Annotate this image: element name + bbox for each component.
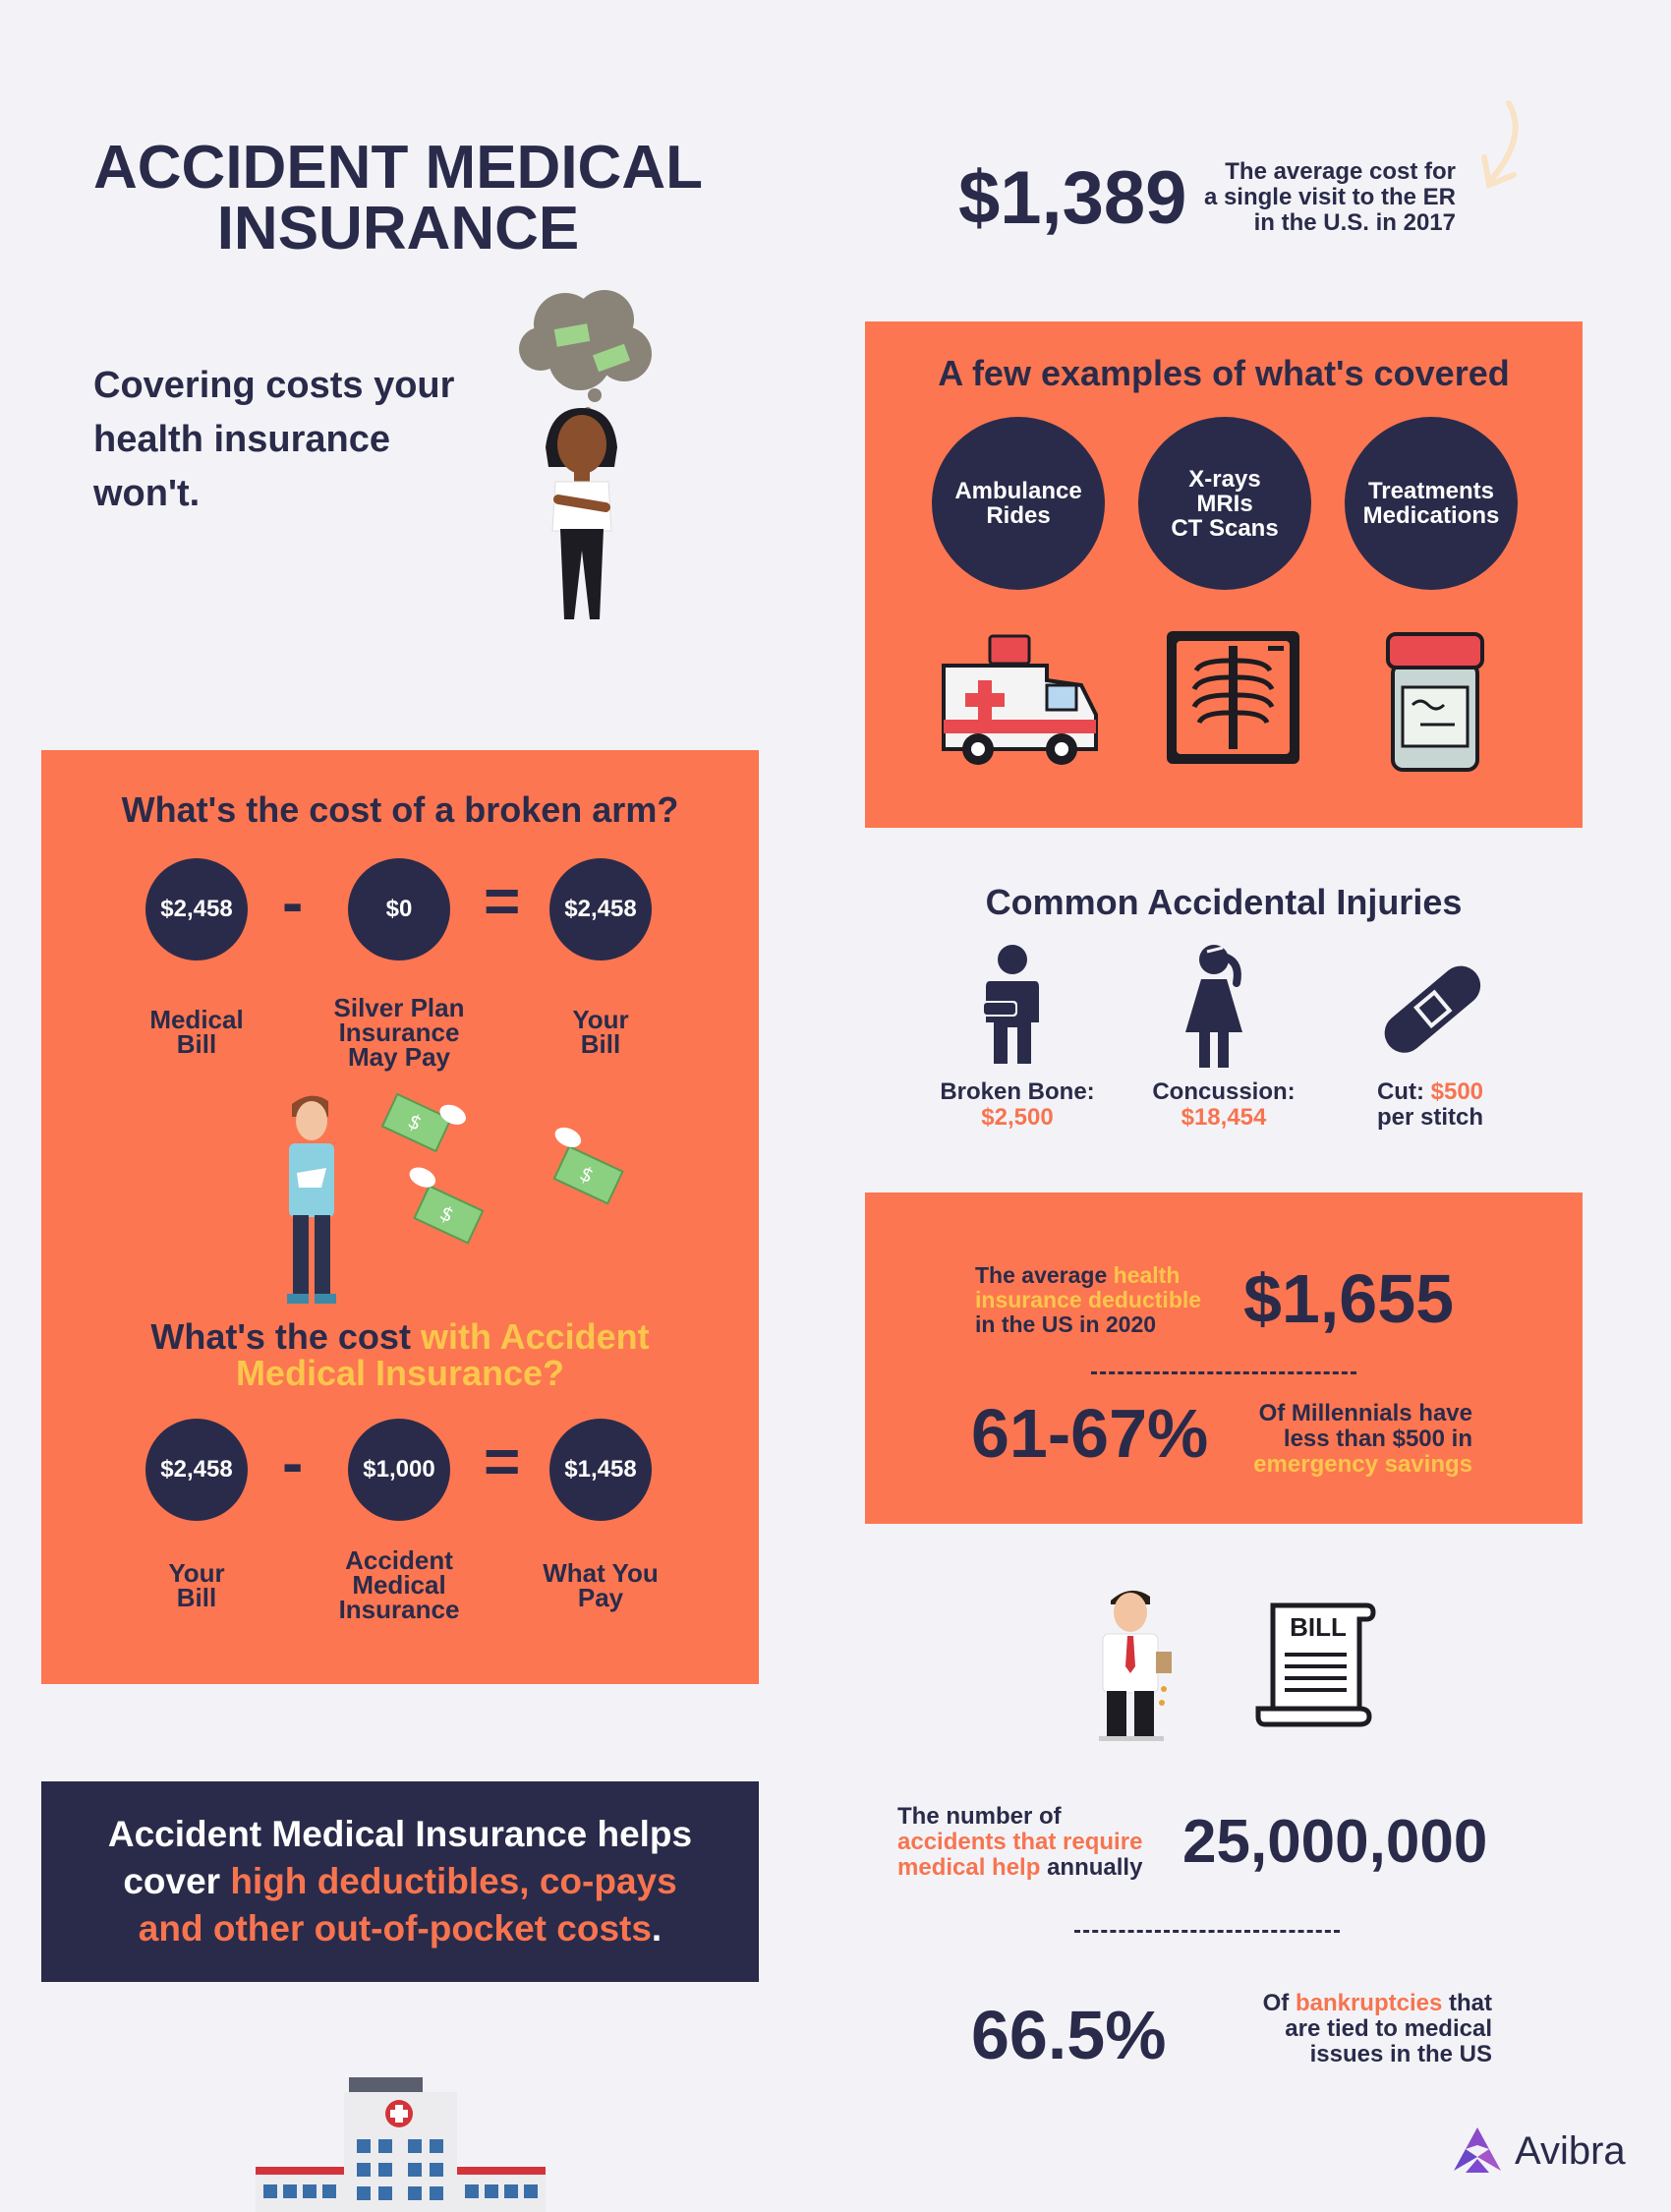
with-insurance-title	[41, 1318, 759, 1391]
deductible-savings-panel	[865, 1193, 1583, 1524]
bankruptcy-text: are tied to medical	[1285, 2015, 1492, 2042]
injury-cut	[1327, 1079, 1533, 1131]
injury-cost-suffix: per stitch	[1376, 1104, 1484, 1131]
pill-bottle-icon	[1381, 626, 1489, 774]
subtitle-line3: won't.	[93, 473, 201, 514]
accidents-text: The number of	[897, 1803, 1062, 1830]
injury-name: Broken Bone:	[940, 1078, 1095, 1105]
millennials-description	[1219, 1401, 1472, 1478]
concussion-person-icon	[1180, 944, 1248, 1072]
worried-woman-illustration	[511, 285, 659, 624]
bankruptcy-text: that	[1449, 1990, 1492, 2016]
page-title-line2: INSURANCE	[216, 195, 580, 262]
broken-arm-title: What's the cost of a broken arm?	[121, 789, 679, 830]
injury-cost: $18,454	[1181, 1104, 1267, 1131]
deductible-text: in the US in 2020	[975, 1311, 1157, 1337]
label-line: Pay	[577, 1583, 624, 1612]
label-line: Insurance	[338, 1595, 460, 1624]
injuries-title: Common Accidental Injuries	[985, 882, 1463, 922]
bankruptcy-value: 66.5%	[971, 1997, 1167, 2073]
svg-text:$: $	[404, 1108, 427, 1135]
curved-arrow-icon	[1474, 98, 1533, 192]
helps-highlight: and other out-of-pocket costs	[138, 1908, 652, 1949]
label-line: Bill	[176, 1029, 217, 1059]
divider-dashed	[1091, 1371, 1356, 1374]
er-cost-value: $1,389	[958, 156, 1187, 240]
covered-item-imaging	[1138, 417, 1311, 590]
flying-money-icon	[375, 1089, 661, 1276]
ambulance-icon	[939, 626, 1106, 774]
bankruptcy-description	[1219, 1991, 1492, 2067]
row1-your-bill-value: $2,458	[549, 858, 652, 960]
covered-item-line: Medications	[1362, 502, 1500, 529]
deductible-highlight: health	[1113, 1262, 1181, 1288]
page-title-line1: ACCIDENT MEDICAL	[93, 134, 703, 202]
er-desc-line1: The average cost for	[1225, 158, 1456, 185]
er-desc-line3: in the U.S. in 2017	[1253, 209, 1456, 236]
divider-dashed	[1074, 1930, 1340, 1933]
row2-your-bill-label	[98, 1558, 295, 1612]
bankruptcy-highlight: bankruptcies	[1295, 1990, 1443, 2016]
minus-sign: -	[282, 1427, 304, 1498]
label-line: What You	[543, 1558, 659, 1588]
accidents-highlight: medical help	[897, 1854, 1041, 1881]
svg-text:$: $	[576, 1160, 598, 1189]
page-subtitle	[93, 359, 454, 521]
covered-item-line: X-rays	[1188, 465, 1261, 493]
deductible-value: $1,655	[1243, 1260, 1455, 1337]
title2-highlight: with Accident	[420, 1316, 650, 1357]
bankruptcy-text: Of	[1262, 1990, 1290, 2016]
deductible-description	[975, 1263, 1240, 1337]
label-line: May Pay	[347, 1042, 451, 1072]
label-line: Medical	[149, 1005, 244, 1034]
covered-item-treatments	[1345, 417, 1518, 590]
title2-highlight-line2: Medical Insurance?	[235, 1353, 565, 1393]
injury-cost: $2,500	[981, 1104, 1054, 1131]
millennials-line: Of Millennials have	[1258, 1400, 1472, 1426]
helps-highlight: high deductibles, co-pays	[230, 1861, 677, 1901]
covered-item-line: CT Scans	[1171, 514, 1279, 542]
page-title	[79, 134, 718, 262]
bill-label: BILL	[1290, 1612, 1347, 1642]
covered-item-ambulance	[932, 417, 1105, 590]
millennials-line: less than $500 in	[1283, 1426, 1472, 1452]
broken-bone-person-icon	[978, 944, 1047, 1067]
row2-insurance-label	[301, 1545, 497, 1624]
label-line: Bill	[176, 1583, 217, 1612]
label-line: Accident	[345, 1545, 453, 1575]
covered-item-line: Treatments	[1367, 478, 1495, 504]
injury-name: Cut:	[1376, 1078, 1424, 1105]
label-line: Insurance	[338, 1018, 460, 1047]
broken-arm-cost-panel	[41, 750, 759, 1684]
row2-your-bill-value: $2,458	[145, 1419, 248, 1521]
covered-item-line: Rides	[986, 502, 1051, 529]
row1-insurance-label	[301, 993, 497, 1072]
helps-line1: Accident Medical Insurance helps	[107, 1814, 693, 1854]
row2-what-you-pay-value: $1,458	[549, 1419, 652, 1521]
svg-text:$: $	[436, 1200, 458, 1228]
label-line: Your	[572, 1005, 629, 1034]
brand-logo	[1450, 2125, 1626, 2177]
deductible-highlight: insurance deductible	[975, 1287, 1202, 1312]
bandage-icon	[1376, 959, 1489, 1062]
thought-cloud-icon	[519, 290, 652, 415]
injury-concussion	[1121, 1079, 1327, 1131]
er-desc-line2: a single visit to the ER	[1203, 184, 1456, 210]
subtitle-line1: Covering costs your	[93, 365, 455, 406]
covered-item-line: MRIs	[1196, 490, 1253, 517]
injury-cost: $500	[1430, 1078, 1484, 1105]
accidents-description	[897, 1804, 1173, 1881]
equals-sign: =	[484, 1426, 521, 1496]
row2-insurance-value: $1,000	[348, 1419, 450, 1521]
covered-examples-panel	[865, 321, 1583, 828]
accidents-text: annually	[1047, 1854, 1143, 1881]
row1-insurance-pays-value: $0	[348, 858, 450, 960]
helps-text: .	[651, 1908, 663, 1949]
label-line: Your	[168, 1558, 225, 1588]
hospital-building-icon	[256, 2072, 546, 2212]
label-line: Silver Plan	[333, 993, 465, 1022]
covered-title: A few examples of what's covered	[938, 353, 1510, 393]
injury-broken-bone	[914, 1079, 1121, 1131]
row2-what-you-pay-label	[502, 1558, 699, 1612]
equals-sign: =	[484, 865, 521, 936]
bankruptcy-text: issues in the US	[1309, 2041, 1492, 2067]
accidents-value: 25,000,000	[1182, 1808, 1488, 1876]
brand-name: Avibra	[1515, 2128, 1626, 2173]
subtitle-line2: health insurance	[93, 419, 390, 460]
injury-name: Concussion:	[1152, 1078, 1296, 1105]
xray-icon	[1162, 626, 1304, 769]
millennials-highlight: emergency savings	[1253, 1451, 1472, 1478]
man-emptying-pockets-illustration	[1081, 1583, 1189, 1745]
row1-your-bill-label	[502, 1005, 699, 1059]
covered-item-line: Ambulance	[954, 478, 1082, 504]
title2-part1: What's the cost	[150, 1316, 411, 1357]
helps-cover-banner	[41, 1781, 759, 1982]
row1-medical-bill-value: $2,458	[145, 858, 248, 960]
label-line: Medical	[352, 1570, 446, 1600]
label-line: Bill	[580, 1029, 621, 1059]
row1-medical-bill-label	[98, 1005, 295, 1059]
minus-sign: -	[282, 867, 304, 938]
helps-text: cover	[123, 1861, 221, 1901]
deductible-text: The average	[975, 1262, 1108, 1288]
man-with-arm-sling-illustration	[267, 1089, 356, 1306]
avibra-logo-icon	[1450, 2125, 1505, 2177]
accidents-highlight: accidents that require	[897, 1829, 1143, 1855]
millennials-value: 61-67%	[971, 1395, 1209, 1472]
er-cost-description	[1184, 159, 1456, 236]
